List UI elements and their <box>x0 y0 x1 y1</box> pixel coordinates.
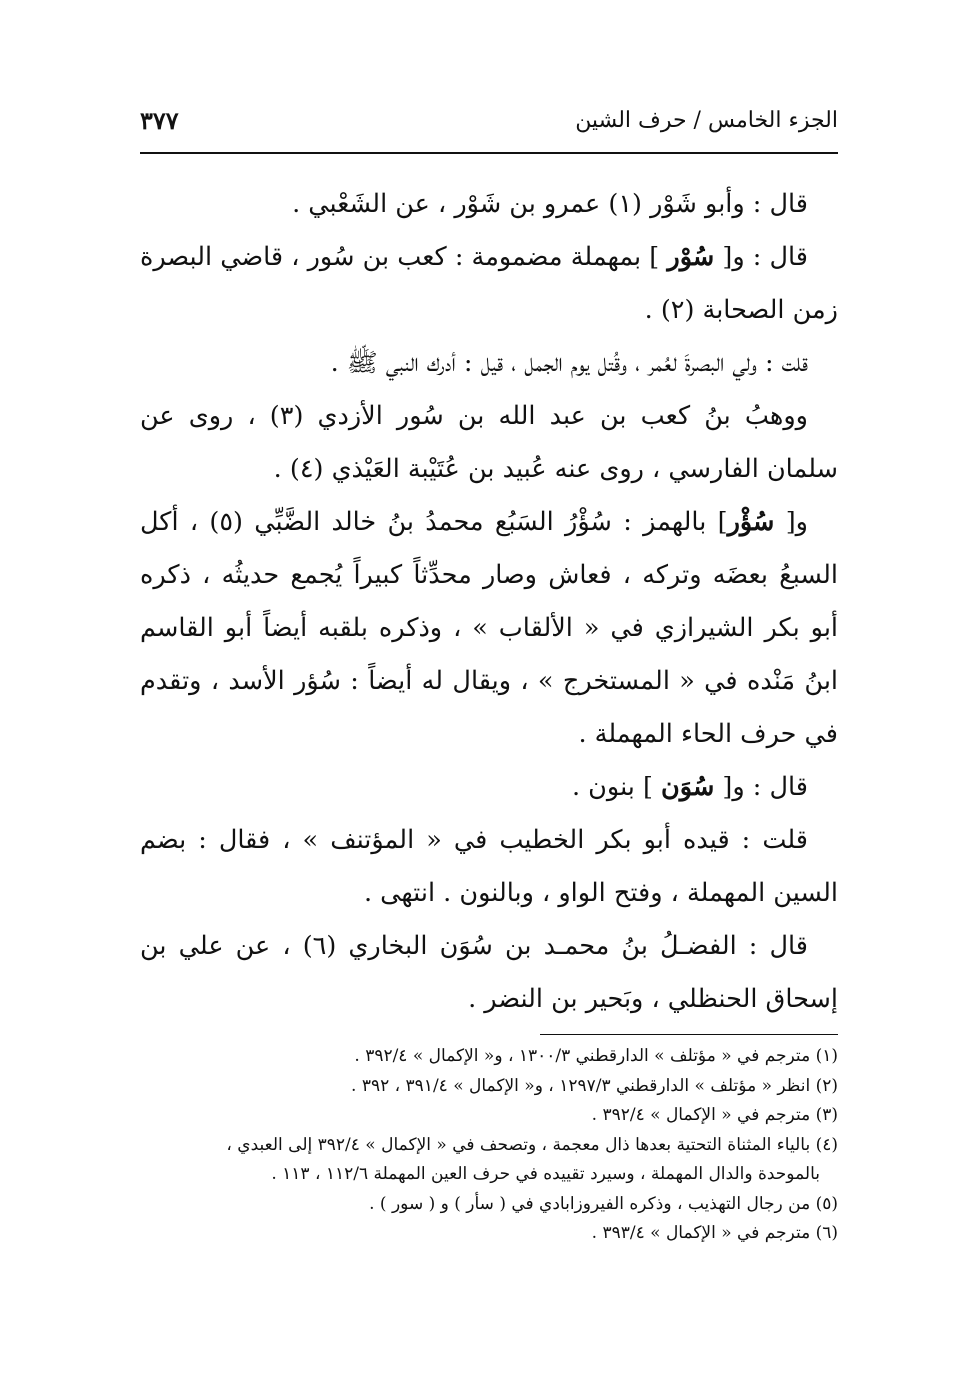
footnotes <box>140 1042 838 1249</box>
entry-headword: سُوَن <box>661 772 715 802</box>
footnote-5: (٥) من رجال التهذيب ، وذكره الفيروزابادي في ( سأر ) و ( سور ) . <box>369 1193 838 1214</box>
page-number: ٣٧٧ <box>140 106 179 135</box>
paragraph-3: قلت : ولي البصرةَ لعُمر ، وقُتل يوم الجمل ، قيل : أدرك النبي ﷺ . <box>330 348 808 378</box>
footnote-3: (٣) مترجم في « الإكمال » ٣٩٢/٤ . <box>591 1105 838 1125</box>
main-text <box>140 178 838 1026</box>
paragraph-8: قال : الفضـلُ بنُ محمـد بن سُوَن البخاري (٦) ، عن علي بن إسحاق الحنظلي ، وبَحير بن النضر . <box>140 931 838 1014</box>
footnote-6: (٦) مترجم في « الإكمال » ٣٩٣/٤ . <box>591 1223 838 1243</box>
paragraph-6: قال : و[ سُوَن ] بنون . <box>571 772 808 802</box>
paragraph-7: قلت : قيده أبو بكر الخطيب في « المؤتنف » ، فقال : بضم السين المهملة ، وفتح الواو ، وبالنون . انتهى . <box>140 825 838 908</box>
running-header <box>140 102 838 148</box>
footnote-4: (٤) بالياء المثناة التحتية بعدها ذال معجمة ، وتصحف في « الإكمال » ٣٩٢/٤ إلى العبدي ، <box>226 1134 838 1155</box>
paragraph-4: ووهبُ بنُ كعب بن عبد الله بن سُور الأزدي (٣) ، روى عن سلمان الفارسي ، روى عنه عُبيد بن عُتَيْبة العَيْذي (٤) . <box>140 401 838 484</box>
paragraph-5: و[ سُؤْر] بالهمز : سُؤْرُ السَبُع محمدُ بنُ خالد الضَّبِّي (٥) ، أكل السبعُ بعضَه وتركه ، فعاش وصار محدِّثاً كبيراً يُجمع حديثُه ، ذكره أبو بكر الشيرازي في « الألقاب » ، وذكره بلقبه أيضاً أبو القاسم ابنُ مَنْده في « المستخرج » ، ويقال له أيضاً : سُؤر الأسد ، وتقدم في حرف الحاء المهملة . <box>140 507 838 749</box>
entry-headword: سُوْر <box>667 242 715 272</box>
paragraph-1: قال : وأبو شَوْر (١) عمرو بن شَوْر ، عن الشَعْبي . <box>292 189 808 219</box>
header-title: الجزء الخامس / حرف الشين <box>575 108 838 133</box>
footnote-4-continuation: بالموحدة والدال المهملة ، وسيرد تقييده في حرف العين المهملة ١١٢/٦ ، ١١٣ . <box>271 1164 820 1184</box>
footnote-1: (١) مترجم في « مؤتلف » الدارقطني ١٣٠٠/٣ ، و« الإكمال » ٣٩٢/٤ . <box>354 1046 838 1066</box>
entry-headword: سُؤْر <box>727 507 775 537</box>
paragraph-2: قال : و[ سُوْر ] بمهملة مضمومة : كعب بن سُور ، قاضي البصرة زمن الصحابة (٢) . <box>140 242 838 325</box>
header-rule <box>140 152 838 154</box>
footnote-2: (٢) انظر « مؤتلف » الدارقطني ١٢٩٧/٣ ، و« الإكمال » ٣٩١/٤ ، ٣٩٢ . <box>351 1075 838 1096</box>
footnote-separator <box>540 1034 838 1035</box>
